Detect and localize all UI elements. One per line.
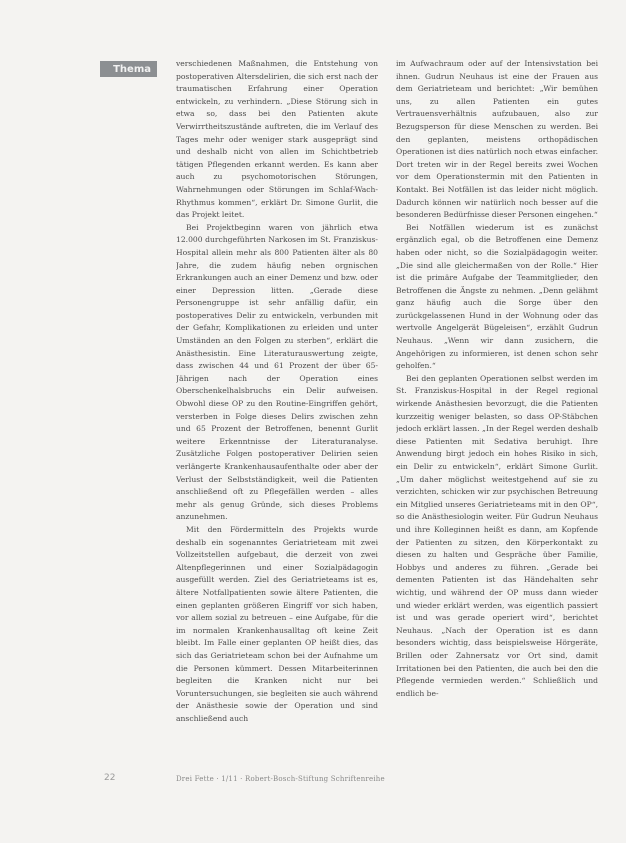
section-label: Thema: [113, 63, 151, 75]
page-footer: [0, 773, 626, 787]
paragraph: Bei Notfällen wiederum ist es zunächst ergänzlich egal, ob die Betroffenen eine Demenz haben oder nicht, so die Sozialpädagogin weiter. „Die sind alle gleichermaßen von der Rolle.“ Hier ist die primäre Aufgabe der Teammitglieder, den Betroffenen die Ängste zu nehmen. „Denn gelähmt ganz häufig auch die Sorge über den zurückgelassenen Hund in der Wohnung oder das wertvolle Angelgerät Bügeleisen“, erzählt Gudrun Neuhaus. „Wenn wir dann zusichern, die Angehörigen zu informieren, ist denen schon sehr geholfen.“: [396, 222, 598, 371]
paragraph: Bei den geplanten Operationen selbst werden im St. Franziskus-Hospital in der Regel regional wirkende Anästhesien bevorzugt, die die Patienten kurzzeitig weniger belasten, so dass OP-Stäbchen jedoch erklärt lassen. „In der Regel werden deshalb diese Patienten mit Sedativa beruhigt. Ihre Anwendung birgt jedoch ein hohes Risiko in sich, ein Delir zu entwickeln“, erklärt Simone Gurlit. „Um daher möglichst weitestgehend auf sie zu verzichten, schicken wir zur psychischen Betreuung ein Mitglied unseres Geriatrieteams mit in den OP“, so die Anästhesiologin weiter. Für Gudrun Neuhaus und ihre Kolleginnen heißt es dann, am Kopfende der Patienten zu sitzen, den Körperkontakt zu diesen zu halten und Gespräche über Familie, Hobbys und anderes zu führen. „Gerade bei dementen Patienten ist das Händehalten sehr wichtig, und während der OP muss dann wieder und wieder erklärt werden, was eigentlich passiert ist und was gerade operiert wird“, berichtet Neuhaus. „Nach der Operation ist es dann besonders wichtig, dass beispielsweise Hörgeräte, Brillen oder Zahnersatz vor Ort sind, damit Irritationen bei den Patienten, die auch bei den die Pflegende vermieden werden.“ Schließlich und endlich be-: [396, 373, 598, 698]
page-number: 22: [104, 773, 116, 783]
footer-source: Drei Fette · 1/11 · Robert-Bosch-Stiftung Schriftenreihe: [176, 775, 385, 783]
paragraph: Bei Projektbeginn waren von jährlich etwa 12.000 durchgeführten Narkosen im St. Franziskus-Hospital allein mehr als 800 Patienten älter als 80 Jahre, die zudem häufig neben orgnischen Erkrankungen auch an einer Demenz und bzw. oder einer Depression litten. „Gerade diese Personengruppe ist sehr anfällig dafür, ein postoperatives Delir zu entwickeln, verbunden mit der Gefahr, Komplikationen zu erleiden und unter Umständen an den Folgen zu sterben“, erklärt die Anästhesistin. Eine Literaturauswertung zeigte, dass zwischen 44 und 61 Prozent der über 65-Jährigen nach der Operation eines Oberschenkelhalsbruchs ein Delir aufweisen. Obwohl diese OP zu den Routine-Eingriffen gehört, versterben in Folge dieses Delirs zwischen zehn und 65 Prozent der Betroffenen, benennt Gurlit weitere Erkenntnisse der Literaturanalyse. Zusätzliche Folgen postoperativer Delirien seien verlängerte Krankenhausaufenthalte oder aber der Verlust der Selbstständigkeit, weil die Patienten anschließend oft zu Pflegefällen werden – alles mehr als genug Gründe, sich dieses Problems anzunehmen.: [176, 222, 378, 522]
paragraph: verschiedenen Maßnahmen, die Entstehung von postoperativen Altersdelirien, die sich erst nach der traumatischen Erfahrung einer Operation entwickeln, zu verhindern. „Diese Störung sich in etwa so, dass bei den Patienten akute Verwirrtheitszustände auftreten, die im Verlauf des Tages mehr oder weniger stark ausgeprägt sind und deshalb nicht von allen im Schichtbetrieb tätigen Pflegenden erkannt werden. Es kann aber auch zu psychomotorischen Störungen, Wahrnehmungen oder Störungen im Schlaf-Wach-Rhythmus kommen“, erklärt Dr. Simone Gurlit, die das Projekt leitet.: [176, 59, 378, 220]
text-column-right: [396, 58, 598, 765]
text-column-left: [176, 58, 378, 765]
section-tab: [100, 61, 157, 77]
paragraph: im Aufwachraum oder auf der Intensivstation bei ihnen. Gudrun Neuhaus ist eine der Frauen aus dem Geriatrieteam und berichtet: „Wir bemühen uns, zu allen Patienten ein gutes Vertrauensverhältnis aufzubauen, also zur Bezugsperson für diese Menschen zu werden. Bei den geplanten, meistens orthopädischen Operationen ist dies natürlich noch etwas einfacher. Dort treten wir in der Regel bereits zwei Wochen vor dem Operationstermin mit den Patienten in Kontakt. Bei Notfällen ist das leider nicht möglich. Dadurch können wir natürlich noch besser auf die besonderen Bedürfnisse dieser Personen eingehen.“: [396, 59, 598, 220]
paragraph: Mit den Fördermitteln des Projekts wurde deshalb ein sogenanntes Geriatrieteam mit zwei Vollzeitstellen aufgebaut, die derzeit von zwei Altenpflegerinnen und einer Sozialpädagogin ausgefüllt werden. Ziel des Geriatrieteams ist es, ältere Notfallpatienten sowie ältere Patienten, die einen geplanten größeren Eingriff vor sich haben, vor allem sozial zu betreuen – eine Aufgabe, für die im normalen Krankenhausalltag oft keine Zeit bleibt. Im Falle einer geplanten OP heißt dies, das sich das Geriatrieteam schon bei der Aufnahme um die Personen kümmert. Dessen Mitarbeiterinnen begleiten die Kranken nicht nur bei Voruntersuchungen, sie begleiten sie auch während der Anästhesie sowie der Operation und sind anschließend auch: [176, 524, 378, 723]
